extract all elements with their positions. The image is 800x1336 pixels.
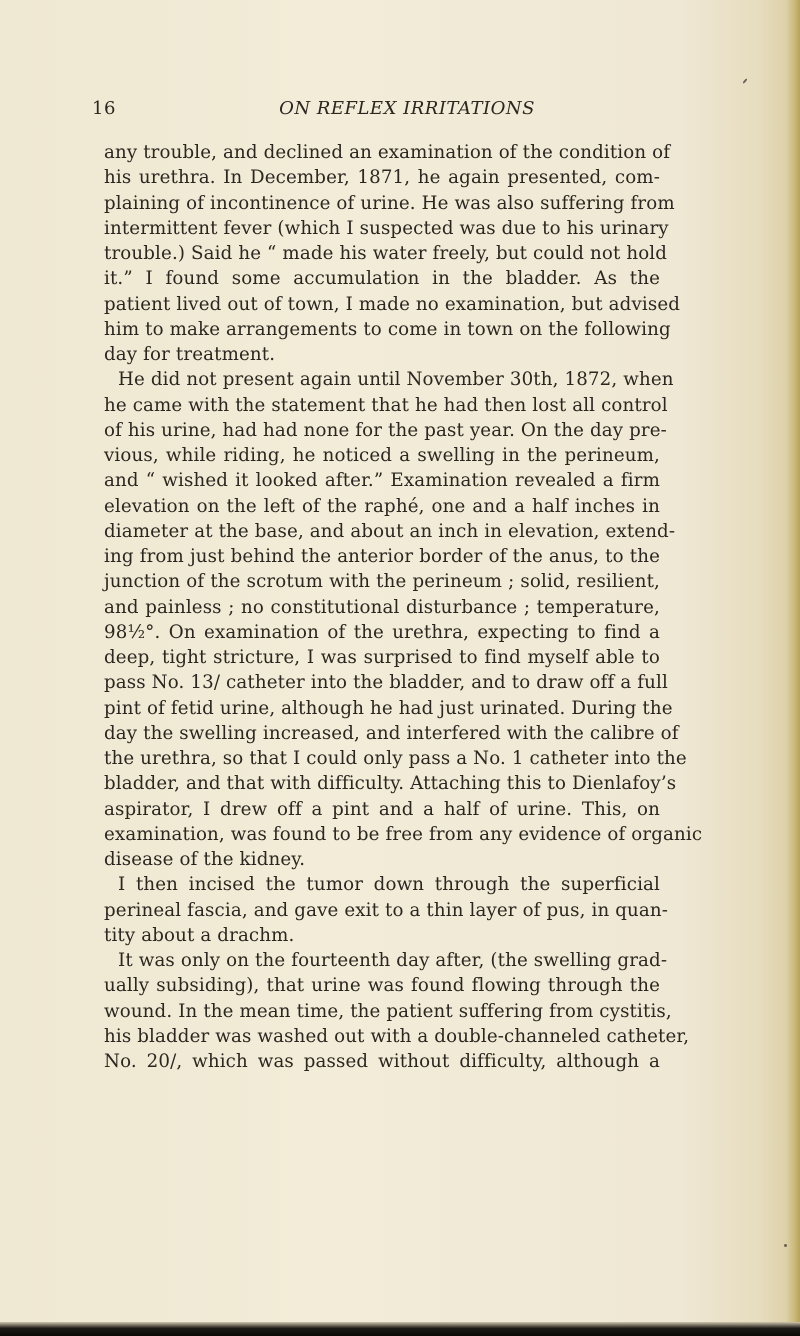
page-edge-shadow	[786, 0, 800, 1336]
text-line: trouble.) Said he “ made his water freely, but could not hold	[104, 243, 668, 264]
text-line: day for treatment.	[104, 344, 276, 365]
text-line: wound. In the mean time, the patient suffering from cystitis,	[104, 1000, 672, 1022]
text-line: him to make arrangements to come in town on the following	[104, 318, 671, 340]
text-line: any trouble, and declined an examination of the condition of	[104, 142, 671, 163]
text-line: it.” I found some accumulation in the bladder. As the	[104, 268, 660, 290]
text-line: the urethra, so that I could only pass a No. 1 catheter into the	[104, 748, 687, 769]
text-line: he came with the statement that he had then lost all control	[104, 394, 668, 416]
text-line: pass No. 13/ catheter into the bladder, and to draw off a full	[104, 672, 668, 694]
text-line: his urethra. In December, 1871, he again presented, com-	[104, 167, 660, 189]
text-line: and “ wished it looked after.” Examination revealed a firm	[104, 470, 660, 492]
text-line: patient lived out of town, I made no examination, but advised	[104, 293, 681, 315]
text-line: pint of fetid urine, although he had just urinated. During the	[104, 697, 673, 719]
text-line: examination, was found to be free from any evidence of organic	[104, 823, 703, 845]
text-line: intermittent fever (which I suspected was due to his urinary	[104, 217, 669, 239]
running-title: ON REFLEX IRRITATIONS	[279, 98, 535, 119]
text-line: No. 20/, which was passed without difficulty, although a	[104, 1051, 660, 1072]
text-line: and painless ; no constitutional disturbance ; temperature,	[104, 596, 660, 618]
text-line: bladder, and that with difficulty. Attaching this to Dienlafoy’s	[104, 773, 677, 795]
page-number: 16	[92, 98, 116, 119]
text-line: I then incised the tumor down through the superficial	[118, 874, 660, 896]
text-line: ually subsiding), that urine was found flowing through the	[104, 975, 660, 997]
text-line: day the swelling increased, and interfered with the calibre of	[104, 722, 679, 744]
text-line: of his urine, had had none for the past year. On the day pre-	[104, 419, 667, 441]
text-line: It was only on the fourteenth day after, (the swelling grad-	[118, 950, 668, 971]
text-line: tity about a drachm.	[104, 924, 295, 946]
running-head	[0, 98, 800, 124]
text-line: 98½°. On examination of the urethra, expecting to find a	[104, 621, 660, 643]
page-bottom-edge	[0, 1322, 800, 1336]
text-line: disease of the kidney.	[104, 849, 306, 870]
paper-speck	[742, 78, 747, 84]
text-line: junction of the scrotum with the perineum ; solid, resilient,	[104, 571, 660, 593]
paper-speck	[784, 1244, 787, 1247]
text-line: He did not present again until November 30th, 1872, when	[118, 369, 674, 391]
text-line: perineal fascia, and gave exit to a thin layer of pus, in quan-	[104, 899, 669, 921]
text-line: plaining of incontinence of urine. He was also suffering from	[104, 192, 675, 214]
text-line: diameter at the base, and about an inch in elevation, extend-	[104, 520, 676, 542]
text-line: elevation on the left of the raphé, one and a half inches in	[104, 495, 660, 517]
text-line: his bladder was washed out with a double-channeled catheter,	[104, 1025, 690, 1047]
text-line: deep, tight stricture, I was surprised to find myself able to	[104, 647, 660, 668]
body-text	[104, 140, 703, 1074]
text-line: ing from just behind the anterior border of the anus, to the	[104, 546, 660, 567]
text-line: aspirator, I drew off a pint and a half of urine. This, on	[104, 798, 660, 820]
text-line: vious, while riding, he noticed a swelling in the perineum,	[104, 445, 660, 466]
